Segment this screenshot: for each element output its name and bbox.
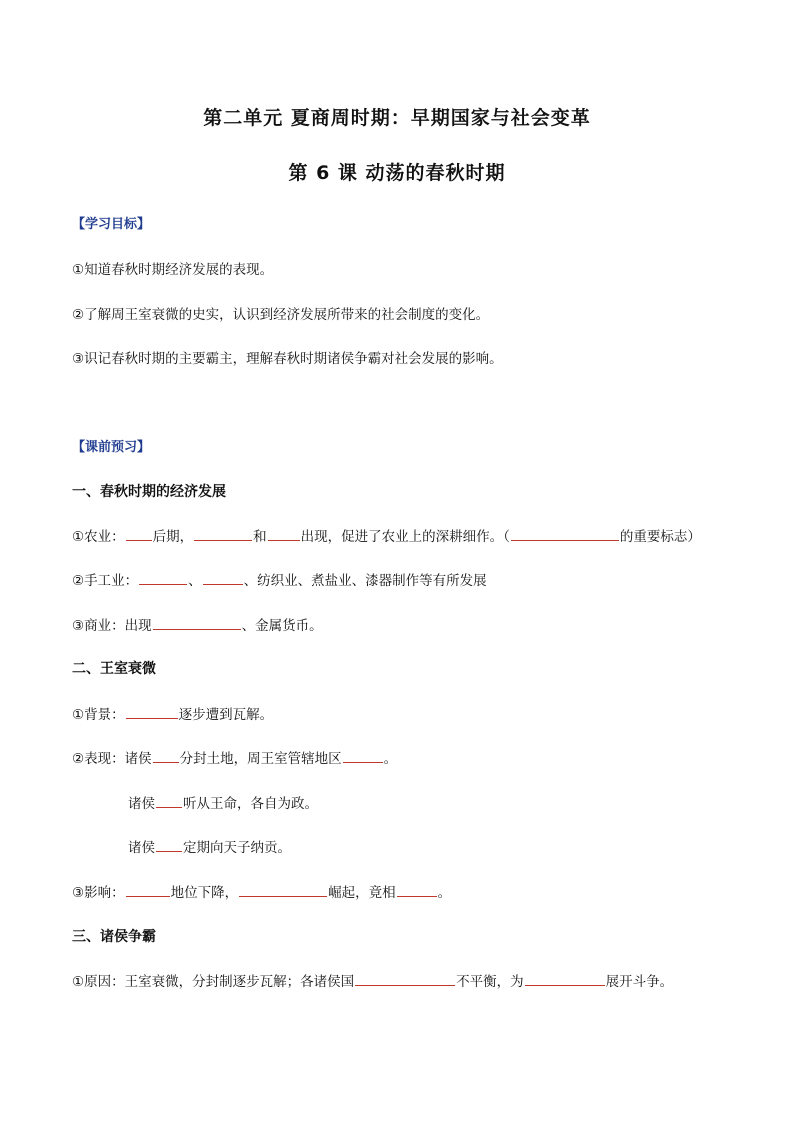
handicraft-line: ②手工业： 、 、纺织业、煮盐业、漆器制作等有所发展 <box>72 573 487 589</box>
section-royal-decline-title: 二、王室衰微 <box>72 661 156 677</box>
fill-blank[interactable] <box>156 838 182 852</box>
fill-blank[interactable] <box>153 749 179 763</box>
cause-line: ①原因：王室衰微，分封制逐步瓦解；各诸侯国 不平衡，为 展开斗争。 <box>72 974 674 990</box>
fill-blank[interactable] <box>268 527 300 541</box>
fill-blank[interactable] <box>139 571 187 585</box>
fill-blank[interactable] <box>525 972 605 986</box>
fill-blank[interactable] <box>153 616 241 630</box>
fill-blank[interactable] <box>343 749 383 763</box>
preview-tag: 【课前预习】 <box>72 440 151 455</box>
manifestation-line-1: ②表现：诸侯 分封土地，周王室管辖地区 。 <box>72 751 398 767</box>
section-economy-title: 一、春秋时期的经济发展 <box>72 484 226 500</box>
commerce-line: ③商业：出现 、金属货币。 <box>72 618 323 634</box>
goal-item-2: ②了解周王室衰微的史实，认识到经济发展所带来的社会制度的变化。 <box>72 307 490 323</box>
unit-title: 第二单元 夏商周时期：早期国家与社会变革 <box>203 107 591 129</box>
background-line: ①背景： 逐步遭到瓦解。 <box>72 707 274 723</box>
fill-blank[interactable] <box>203 571 243 585</box>
goal-item-3: ③识记春秋时期的主要霸主，理解春秋时期诸侯争霸对社会发展的影响。 <box>72 351 503 367</box>
fill-blank[interactable] <box>397 883 437 897</box>
fill-blank[interactable] <box>239 883 327 897</box>
manifestation-line-2: 诸侯 听从王命，各自为政。 <box>128 796 318 812</box>
effect-line: ③影响： 地位下降， 崛起，竟相 。 <box>72 885 452 901</box>
fill-blank[interactable] <box>126 883 170 897</box>
goals-tag: 【学习目标】 <box>72 217 151 232</box>
fill-blank[interactable] <box>156 794 182 808</box>
section-hegemony-title: 三、诸侯争霸 <box>72 929 156 945</box>
fill-blank[interactable] <box>511 527 619 541</box>
fill-blank[interactable] <box>126 705 178 719</box>
goal-item-1: ①知道春秋时期经济发展的表现。 <box>72 262 274 278</box>
agriculture-line: ①农业： 后期， 和 出现，促进了农业上的深耕细作。（ 的重要标志） <box>72 529 701 545</box>
fill-blank[interactable] <box>126 527 152 541</box>
fill-blank[interactable] <box>355 972 455 986</box>
lesson-title: 第 6 课 动荡的春秋时期 <box>288 162 506 184</box>
fill-blank[interactable] <box>194 527 252 541</box>
manifestation-line-3: 诸侯 定期向天子纳贡。 <box>128 840 291 856</box>
